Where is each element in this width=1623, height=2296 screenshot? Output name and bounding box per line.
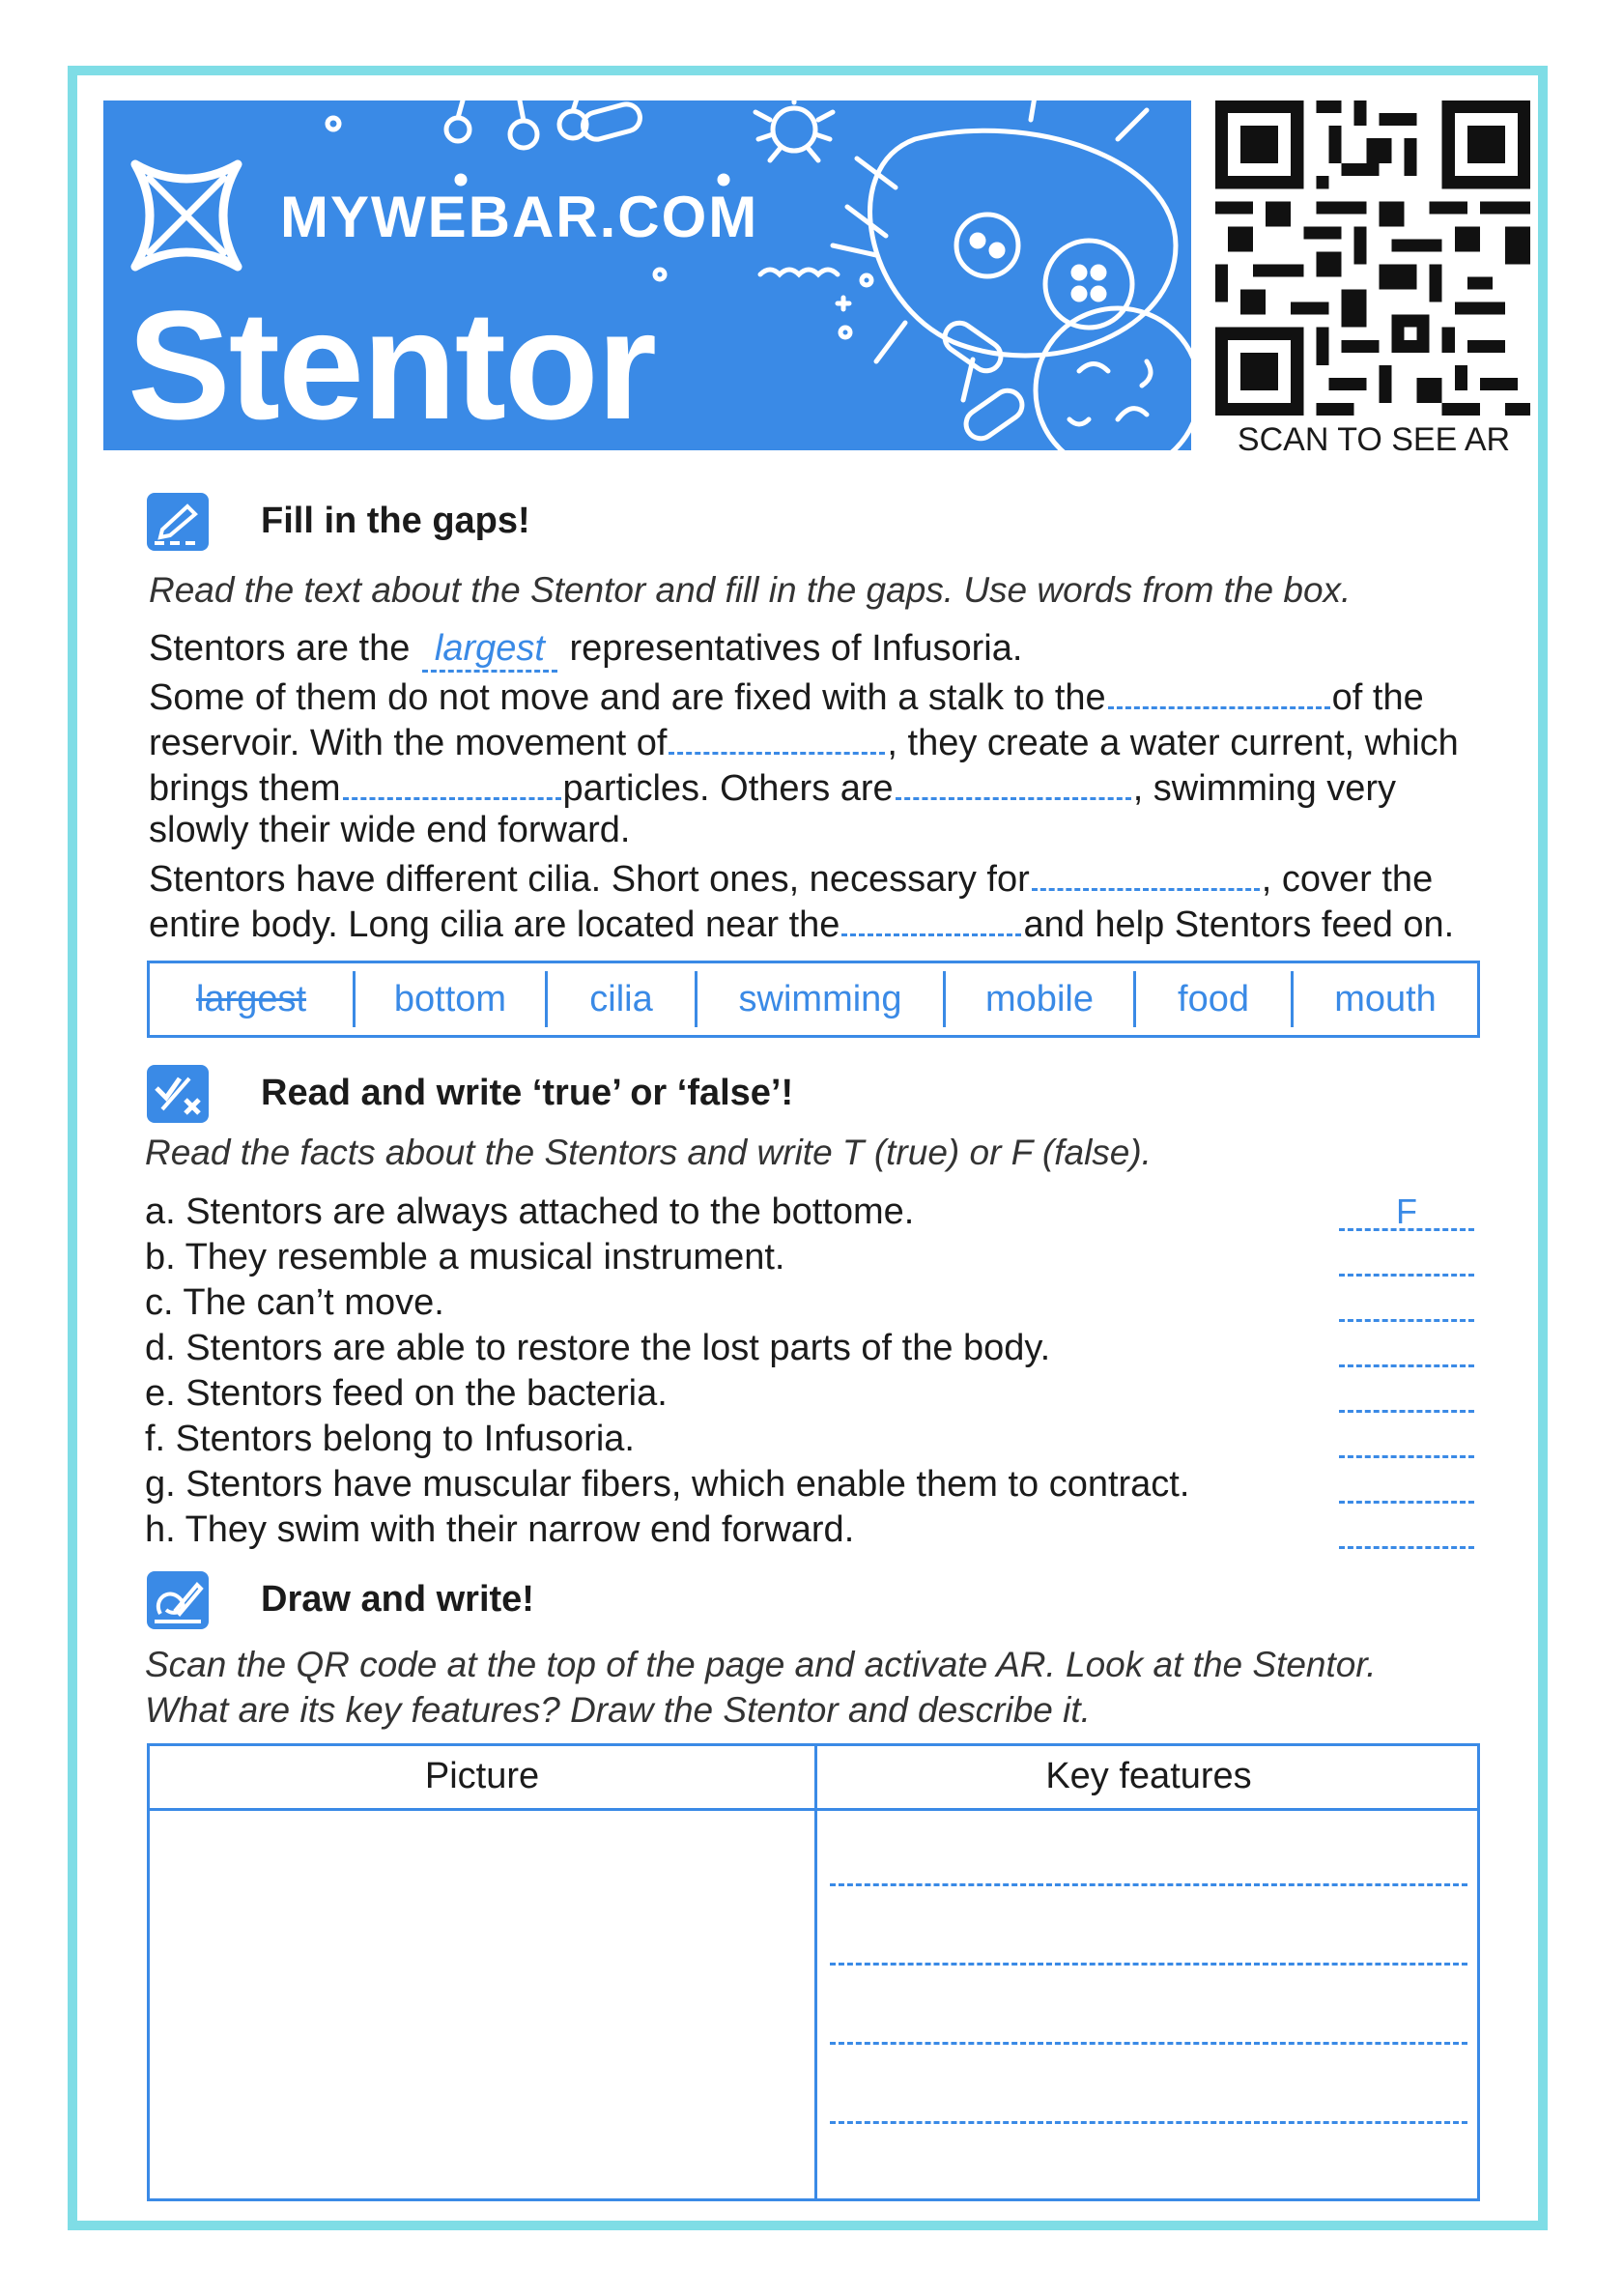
word-box-item: largest	[195, 978, 307, 1019]
qr-caption: SCAN TO SEE AR	[1237, 421, 1511, 458]
key-features-line[interactable]	[830, 1883, 1467, 1886]
check-cross-icon	[147, 1065, 209, 1123]
tf-answer-field[interactable]	[1339, 1468, 1474, 1504]
pencil-gap-icon	[147, 493, 209, 551]
column-header-key-features: Key features	[1045, 1756, 1252, 1796]
word-box	[147, 961, 1480, 1038]
gap-line-6: Stentors have different cilia. Short ones, necessary for , cover the	[149, 855, 1433, 901]
gap-input[interactable]	[343, 764, 561, 800]
column-header-picture: Picture	[424, 1756, 540, 1796]
gap-line-2: Some of them do not move and are fixed with a stalk to the of the	[149, 674, 1424, 719]
tf-answer-field[interactable]	[1339, 1513, 1474, 1549]
tf-statement: f. Stentors belong to Infusoria.	[145, 1419, 635, 1459]
header-banner	[103, 100, 1191, 450]
gap-line-7: entire body. Long cilia are located near the and help Stentors feed on.	[149, 901, 1454, 946]
section2-instruction: Read the facts about the Stentors and write T (true) or F (false).	[145, 1133, 1152, 1172]
word-box-item: bottom	[393, 978, 507, 1019]
key-features-line[interactable]	[830, 2121, 1467, 2124]
qr-code[interactable]	[1215, 100, 1530, 416]
tf-statement: a. Stentors are always attached to the bottome.	[145, 1191, 915, 1232]
tf-statement: h. They swim with their narrow end forward.	[145, 1509, 855, 1550]
tf-answer-field[interactable]	[1339, 1422, 1474, 1458]
gap-input[interactable]	[1108, 674, 1330, 709]
tf-statement: e. Stentors feed on the bacteria.	[145, 1373, 668, 1414]
gap-answer-largest[interactable]: largest	[422, 628, 557, 673]
section2-title: Read and write ‘true’ or ‘false’!	[261, 1073, 794, 1113]
gap-line-5: slowly their wide end forward.	[149, 810, 631, 850]
gap-input[interactable]	[1032, 855, 1260, 891]
gap-input[interactable]	[669, 719, 885, 755]
tf-answer-field[interactable]	[1339, 1286, 1474, 1322]
gap-line-3: reservoir. With the movement of , they create a water current, which	[149, 719, 1459, 764]
tf-answer-field[interactable]	[1339, 1241, 1474, 1277]
gap-line-4: brings them particles. Others are , swimming very	[149, 764, 1396, 810]
picture-drawing-area[interactable]	[150, 1811, 814, 2201]
word-box-item: mobile	[985, 978, 1094, 1019]
key-features-line[interactable]	[830, 2042, 1467, 2045]
tf-answer-field[interactable]	[1339, 1377, 1474, 1413]
gap-input[interactable]	[841, 901, 1021, 936]
tf-statement: b. They resemble a musical instrument.	[145, 1237, 785, 1277]
tf-statement: g. Stentors have muscular fibers, which enable them to contract.	[145, 1464, 1190, 1505]
page-title: Stentor	[128, 278, 655, 450]
tf-statement: d. Stentors are able to restore the lost parts of the body.	[145, 1328, 1051, 1368]
word-box-item: mouth	[1334, 978, 1437, 1019]
word-box-item: cilia	[589, 978, 653, 1019]
gap-line-1: Stentors are the largest representatives of Infusoria.	[149, 628, 1022, 673]
brand-name: MYWEBAR.COM	[280, 185, 759, 249]
gap-input[interactable]	[896, 764, 1131, 800]
word-box-item: swimming	[738, 978, 902, 1019]
draw-write-table	[147, 1743, 1480, 2201]
word-box-item: food	[1178, 978, 1249, 1019]
section3-instruction-2: What are its key features? Draw the Stentor and describe it.	[145, 1690, 1091, 1730]
section3-instruction-1: Scan the QR code at the top of the page and activate AR. Look at the Stentor.	[145, 1645, 1377, 1684]
key-features-line[interactable]	[830, 1963, 1467, 1966]
drawing-pen-icon	[147, 1571, 209, 1629]
tf-answer-field[interactable]: F	[1339, 1195, 1474, 1231]
section3-title: Draw and write!	[261, 1579, 534, 1620]
mywebar-logo-icon	[126, 155, 247, 276]
section1-instruction: Read the text about the Stentor and fill in the gaps. Use words from the box.	[149, 570, 1352, 610]
tf-statement: c. The can’t move.	[145, 1282, 444, 1323]
section1-title: Fill in the gaps!	[261, 501, 530, 541]
tf-answer-field[interactable]	[1339, 1332, 1474, 1367]
